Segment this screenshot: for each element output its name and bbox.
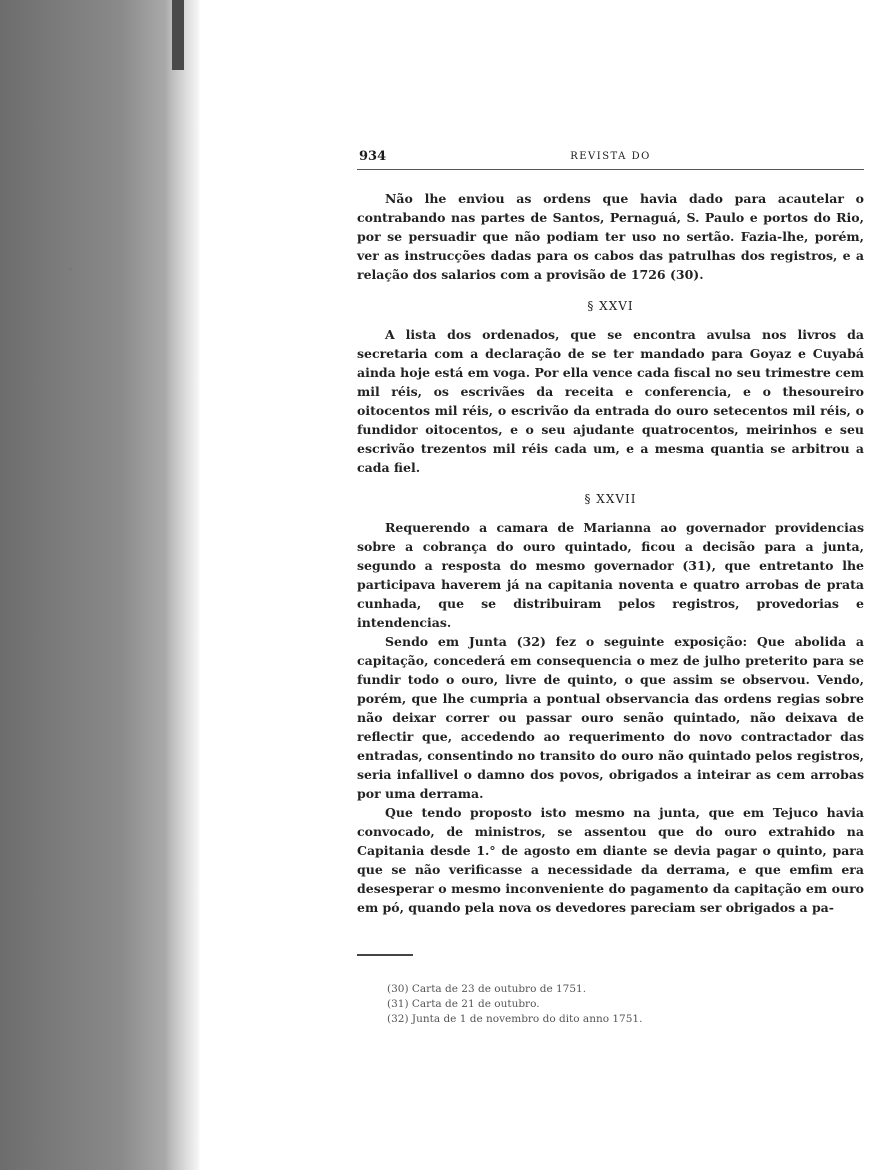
footnote: (30) Carta de 23 de outubro de 1751. (387, 983, 587, 995)
section-heading-xxvi: § XXVI (587, 299, 634, 313)
footnotes (387, 982, 864, 1027)
paragraph: Que tendo proposto isto mesmo na junta, que em Tejuco havia convocado, de ministros, se assentou que do ouro extrahido na Capitania desde 1.° de agosto em diante se devia pagar o quinto, para que se não verificasse a necessidade da derrama, e que emfim era desesperar o mesmo inconveniente do pagamento da capitação em ouro em pó, quando pela nova os devedores pareciam ser obrigados a pa- (357, 805, 864, 915)
paragraph: Sendo em Junta (32) fez o seguinte exposição: Que abolida a capitação, concederá em consequencia o mez de julho preterito para se fundir todo o ouro, livre de quinto, o que assim se observou. Vendo, porém, que lhe cumpria a pontual observancia das ordens regias sobre não deixar correr ou passar ouro senão quintado, não deixava de reflectir que, accedendo ao requerimento do novo contractador das entradas, consentindo no transito do ouro não quintado pelos registros, seria infallivel o damno dos povos, obrigados a inteirar as cem arrobas por uma derrama. (357, 634, 864, 801)
paragraph: Requerendo a camara de Marianna ao governador providencias sobre a cobrança do ouro quintado, ficou a decisão para a junta, segundo a resposta do mesmo governador (31), que entretanto lhe participava haverem já na capitania noventa e quatro arrobas de prata cunhada, que se distribuiram pelos registros, provedorias e intendencias. (357, 520, 864, 630)
running-title: REVISTA DO (570, 151, 651, 162)
paragraph: Não lhe enviou as ordens que havia dado para acautelar o contrabando nas partes de Santos, Pernaguá, S. Paulo e portos do Rio, por se persuadir que não podiam ter uso no sertão. Fazia-lhe, porém, ver as instrucções dadas para os cabos das patrulhas dos registros, e a relação dos salarios com a provisão de 1726 (30). (357, 191, 864, 282)
paragraph: A lista dos ordenados, que se encontra avulsa nos livros da secretaria com a declaração de se ter mandado para Goyaz e Cuyabá ainda hoje está em voga. Por ella vence cada fiscal no seu trimestre cem mil réis, os escrivães da receita e conferencia, e o thesoureiro oitocentos mil réis, o escrivão da entrada do ouro setecentos mil réis, o fundidor oitocentos, e o seu ajudante quatrocentos, meirinhos e seu escrivão trezentos mil réis cada um, e a mesma quantia se arbitrou a cada fiel. (357, 327, 864, 475)
page-body (357, 189, 864, 917)
footnote-rule (357, 954, 413, 956)
book-page (357, 145, 864, 1027)
section-heading-xxvii: § XXVII (584, 492, 637, 506)
page-header (357, 145, 864, 167)
binding-shadow-mark (172, 0, 184, 70)
footnote: (31) Carta de 21 de outubro. (387, 998, 540, 1010)
header-rule (357, 169, 864, 170)
page-number: 934 (359, 149, 387, 164)
stray-speck (69, 268, 72, 271)
book-binding-edge (0, 0, 200, 1170)
footnote: (32) Junta de 1 de novembro do dito anno 1751. (387, 1013, 643, 1025)
